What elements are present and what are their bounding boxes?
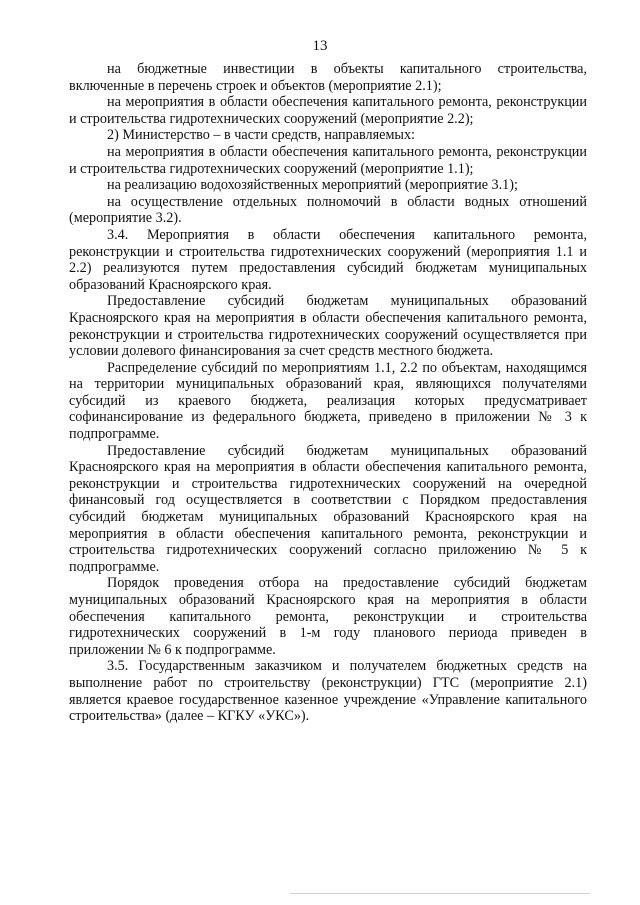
- paragraph: на мероприятия в области обеспечения капитального ремонта, реконструкции и строительства гидротехнических сооружений (мероприятие 2.2);: [69, 94, 587, 127]
- paragraph: на реализацию водохозяйственных мероприятий (мероприятие 3.1);: [107, 177, 518, 194]
- paragraph: 3.4. Мероприятия в области обеспечения капитального ремонта, реконструкции и строительства гидротехнических сооружений (мероприятия 1.1 и 2.2) реализуются путем предоставления субсидий бюджетам муниципальных образований Красноярского края.: [69, 226, 587, 293]
- scan-edge-line: [290, 893, 590, 894]
- paragraph: 3.5. Государственным заказчиком и получателем бюджетных средств на выполнение работ по строительству (реконструкции) ГТС (мероприятие 2.1) является краевое государственное казенное учреждение «Управление капитального строительства» (далее – КГКУ «УКС»).: [69, 658, 587, 725]
- paragraph: 2) Министерство – в части средств, направляемых:: [107, 127, 415, 144]
- paragraph: Предоставление субсидий бюджетам муниципальных образований Красноярского края на мероприятия в области обеспечения капитального ремонта, реконструкции и строительства гидротехнических сооружений на очередной финансовый год осуществляется в соответствии с Порядком предоставления субсидий бюджетам муниципальных образований Красноярского края на мероприятия в области обеспечения капитального ремонта, реконструкции и строительства гидротехнических сооружений согласно приложению № 5 к подпрограмме.: [69, 442, 587, 575]
- paragraph: Порядок проведения отбора на предоставление субсидий бюджетам муниципальных образований Красноярского края на мероприятия в области обеспечения капитального ремонта, реконструкции и строительства гидротехнических сооружений в 1-м году планового периода приведен в приложении № 6 к подпрограмме.: [69, 575, 587, 658]
- paragraph: на бюджетные инвестиции в объекты капитального строительства, включенные в перечень строек и объектов (мероприятие 2.1);: [69, 61, 587, 94]
- page-number: 13: [312, 38, 328, 54]
- body-text: [69, 61, 587, 725]
- paragraph: на осуществление отдельных полномочий в области водных отношений (мероприятие 3.2).: [69, 193, 587, 227]
- paragraph: Предоставление субсидий бюджетам муниципальных образований Красноярского края на мероприятия в области обеспечения капитального ремонта, реконструкции и строительства гидротехнических сооружений осуществляется при условии долевого финансирования за счет средств местного бюджета.: [69, 293, 587, 360]
- paragraph: Распределение субсидий по мероприятиям 1.1, 2.2 по объектам, находящимся на территории муниципальных образований края, являющихся получателями субсидий из краевого бюджета, реализация которых предусматривает софинансирование из федерального бюджета, приведено в приложении № 3 к подпрограмме.: [69, 359, 587, 443]
- paragraph: на мероприятия в области обеспечения капитального ремонта, реконструкции и строительства гидротехнических сооружений (мероприятие 1.1);: [69, 143, 587, 177]
